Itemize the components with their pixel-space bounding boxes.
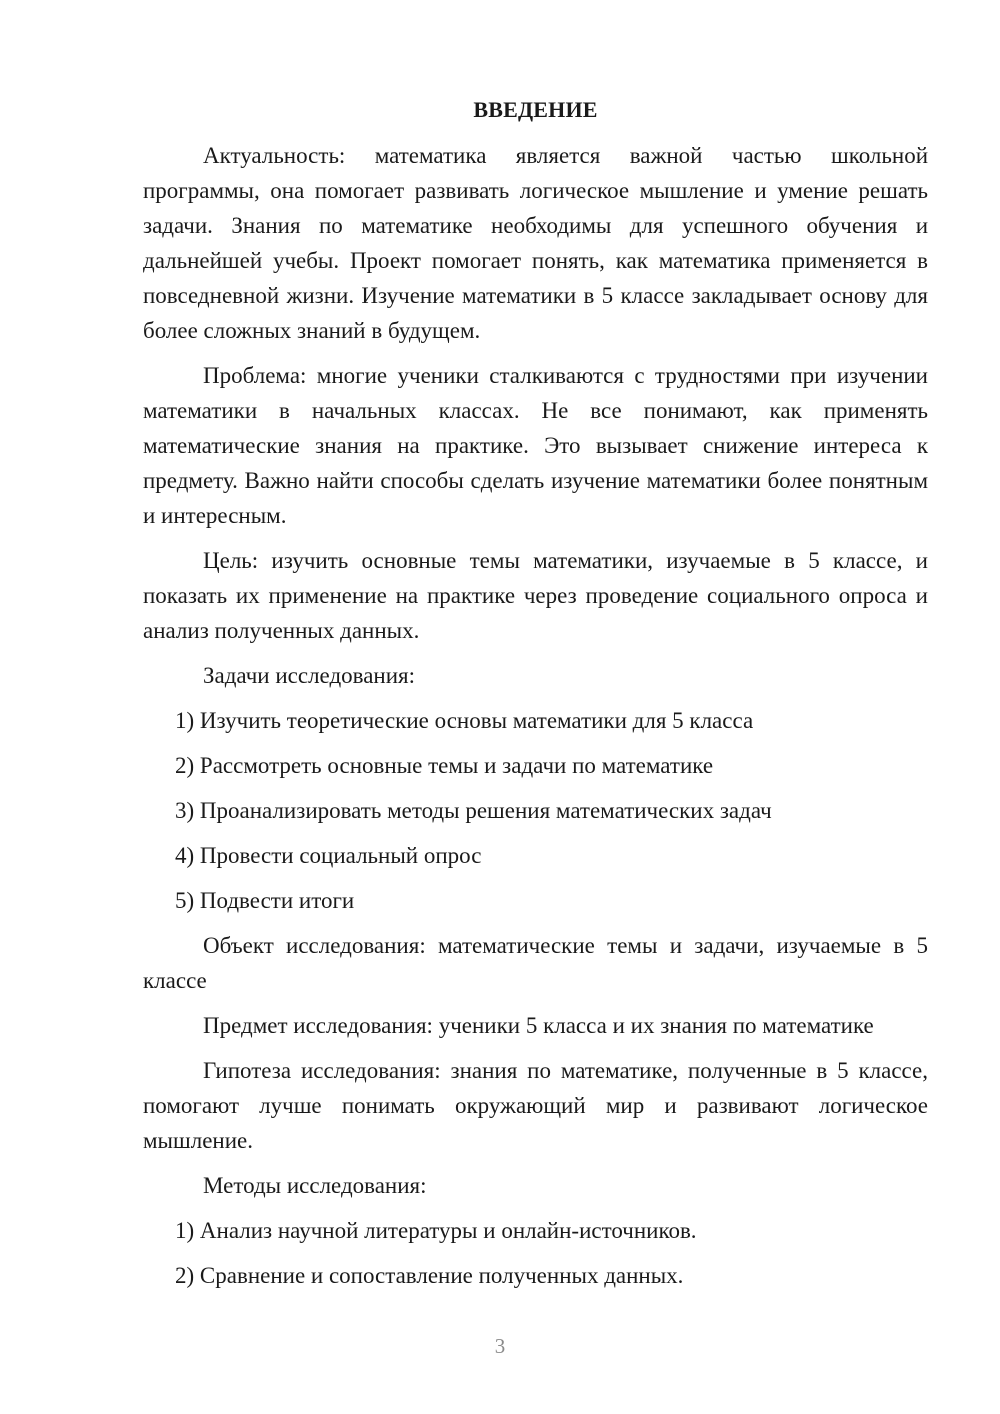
task-item: 3) Проанализировать методы решения математических задач <box>175 798 772 823</box>
task-item: 5) Подвести итоги <box>175 888 355 913</box>
relevance-paragraph: Актуальность: математика является важной частью школьной программы, она помогает развивать логическое мышление и умение решать задачи. Знания по математике необходимы для успешного обучения и дальнейшей учебы. Проект помогает понять, как математика применяется в повседневной жизни. Изучение математики в 5 классе закладывает основу для более сложных знаний в будущем. <box>143 143 928 343</box>
section-title: ВВЕДЕНИЕ <box>473 97 598 122</box>
task-item: 4) Провести социальный опрос <box>175 843 482 868</box>
subject-paragraph: Предмет исследования: ученики 5 класса и их знания по математике <box>203 1013 874 1038</box>
tasks-list <box>143 703 928 918</box>
document-page <box>143 90 928 1303</box>
problem-paragraph: Проблема: многие ученики сталкиваются с трудностями при изучении математики в начальных классах. Не все понимают, как применять математические знания на практике. Это вызывает снижение интереса к предмету. Важно найти способы сделать изучение математики более понятным и интересным. <box>143 363 928 528</box>
method-item: 1) Анализ научной литературы и онлайн-источников. <box>175 1218 697 1243</box>
page-number: 3 <box>494 1334 506 1358</box>
methods-list <box>143 1213 928 1293</box>
goal-paragraph: Цель: изучить основные темы математики, изучаемые в 5 классе, и показать их применение на практике через проведение социального опроса и анализ полученных данных. <box>143 548 928 643</box>
hypothesis-paragraph: Гипотеза исследования: знания по математике, полученные в 5 классе, помогают лучше понимать окружающий мир и развивают логическое мышление. <box>143 1058 928 1153</box>
task-item: 2) Рассмотреть основные темы и задачи по математике <box>175 753 714 778</box>
method-item: 2) Сравнение и сопоставление полученных данных. <box>175 1263 684 1288</box>
tasks-heading: Задачи исследования: <box>203 663 416 688</box>
task-item: 1) Изучить теоретические основы математики для 5 класса <box>175 708 754 733</box>
object-paragraph: Объект исследования: математические темы и задачи, изучаемые в 5 классе <box>143 933 928 993</box>
methods-heading: Методы исследования: <box>203 1173 427 1198</box>
